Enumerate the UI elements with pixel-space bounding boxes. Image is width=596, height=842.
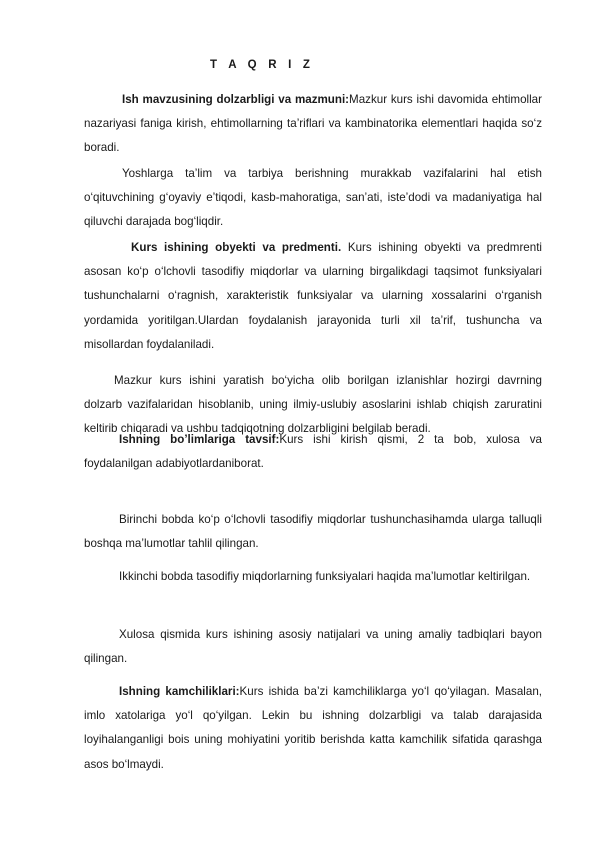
paragraph-text: Ikkinchi bobda tasodifiy miqdorlarning funksiyalari haqida ma’lumotlar keltirilgan. bbox=[119, 570, 531, 583]
paragraph-shortcomings bbox=[84, 680, 542, 777]
paragraph-text: Kurs ishi kirish qismi, 2 ta bob, xulosa va foydalanilgan adabiyotlardaniborat. bbox=[84, 433, 542, 471]
paragraph-chapter-two bbox=[84, 565, 542, 589]
paragraph-teachers bbox=[84, 162, 542, 235]
paragraph-text: Yoshlarga ta’lim va tarbiya berishning murakkab vazifalarini hal etish o‘qituvchining g‘oyaviy e’tiqodi, kasb-mahoratiga, san’ati, iste’dodi va madaniyatiga hal qiluvchi darajada bog‘liqdir. bbox=[84, 167, 542, 229]
paragraph-lead: Ish mavzusining dolzarbligi va mazmuni: bbox=[122, 93, 350, 106]
paragraph-sections bbox=[84, 428, 542, 476]
paragraph-relevance bbox=[84, 88, 542, 161]
paragraph-text: Mazkur kurs ishini yaratish bo‘yicha olib borilgan izlanishlar hozirgi davrning dolzarb vazifalaridan hisoblanib, uning ilmiy-uslubiy asoslarini ishlab chiqish zaruratini keltirib chiqaradi va ushbu tadqiqotning dolzarbligini belgilab beradi. bbox=[84, 374, 542, 436]
paragraph-text: Kurs ishida ba’zi kamchiliklarga yo‘l qo‘yilagan. Masalan, imlo xatolariga yo‘l qo‘yilgan. Lekin bu ishning dolzarbligi va talab darajasida loyihalanganligi bois uning mohiyatini yoritib berishda katta kamchilik sifatida qarashga asos bo‘lmaydi. bbox=[84, 685, 542, 771]
page-title: T A Q R I Z bbox=[210, 59, 315, 71]
paragraph-text: Mazkur kurs ishi davomida ehtimollar nazariyasi faniga kirish, ehtimollarning ta’riflari va kambinatorika elementlari haqida so‘z boradi. bbox=[84, 93, 542, 155]
paragraph-chapter-one bbox=[84, 508, 542, 556]
paragraph-text: Kurs ishining obyekti va predmrenti asosan ko‘p o‘lchovli tasodifiy miqdorlar va ularning birgalikdagi taqsimot funksiyalari tushunchalarni o‘ragnish, xarakteristik funksiyalar va ularning xossalarini o‘rganish yordamida yoritilgan.Ulardan foydalanish jarayonida turli xil ta’rif, tushuncha va misollardan foydalaniladi. bbox=[84, 241, 542, 351]
paragraph-text: Xulosa qismida kurs ishining asosiy natijalari va uning amaliy tadbiqlari bayon qilingan. bbox=[84, 628, 542, 666]
paragraph-object bbox=[84, 236, 542, 357]
paragraph-lead: Ishning kamchiliklari: bbox=[119, 685, 240, 698]
paragraph-conclusion bbox=[84, 623, 542, 671]
paragraph-lead: Ishning bo’limlariga tavsif: bbox=[119, 433, 280, 446]
paragraph-text: Birinchi bobda ko‘p o‘lchovli tasodifiy miqdorlar tushunchasihamda ularga talluqli boshqa ma’lumotlar tahlil qilingan. bbox=[84, 513, 542, 551]
paragraph-lead: Kurs ishining obyekti va predmenti. bbox=[131, 241, 342, 254]
